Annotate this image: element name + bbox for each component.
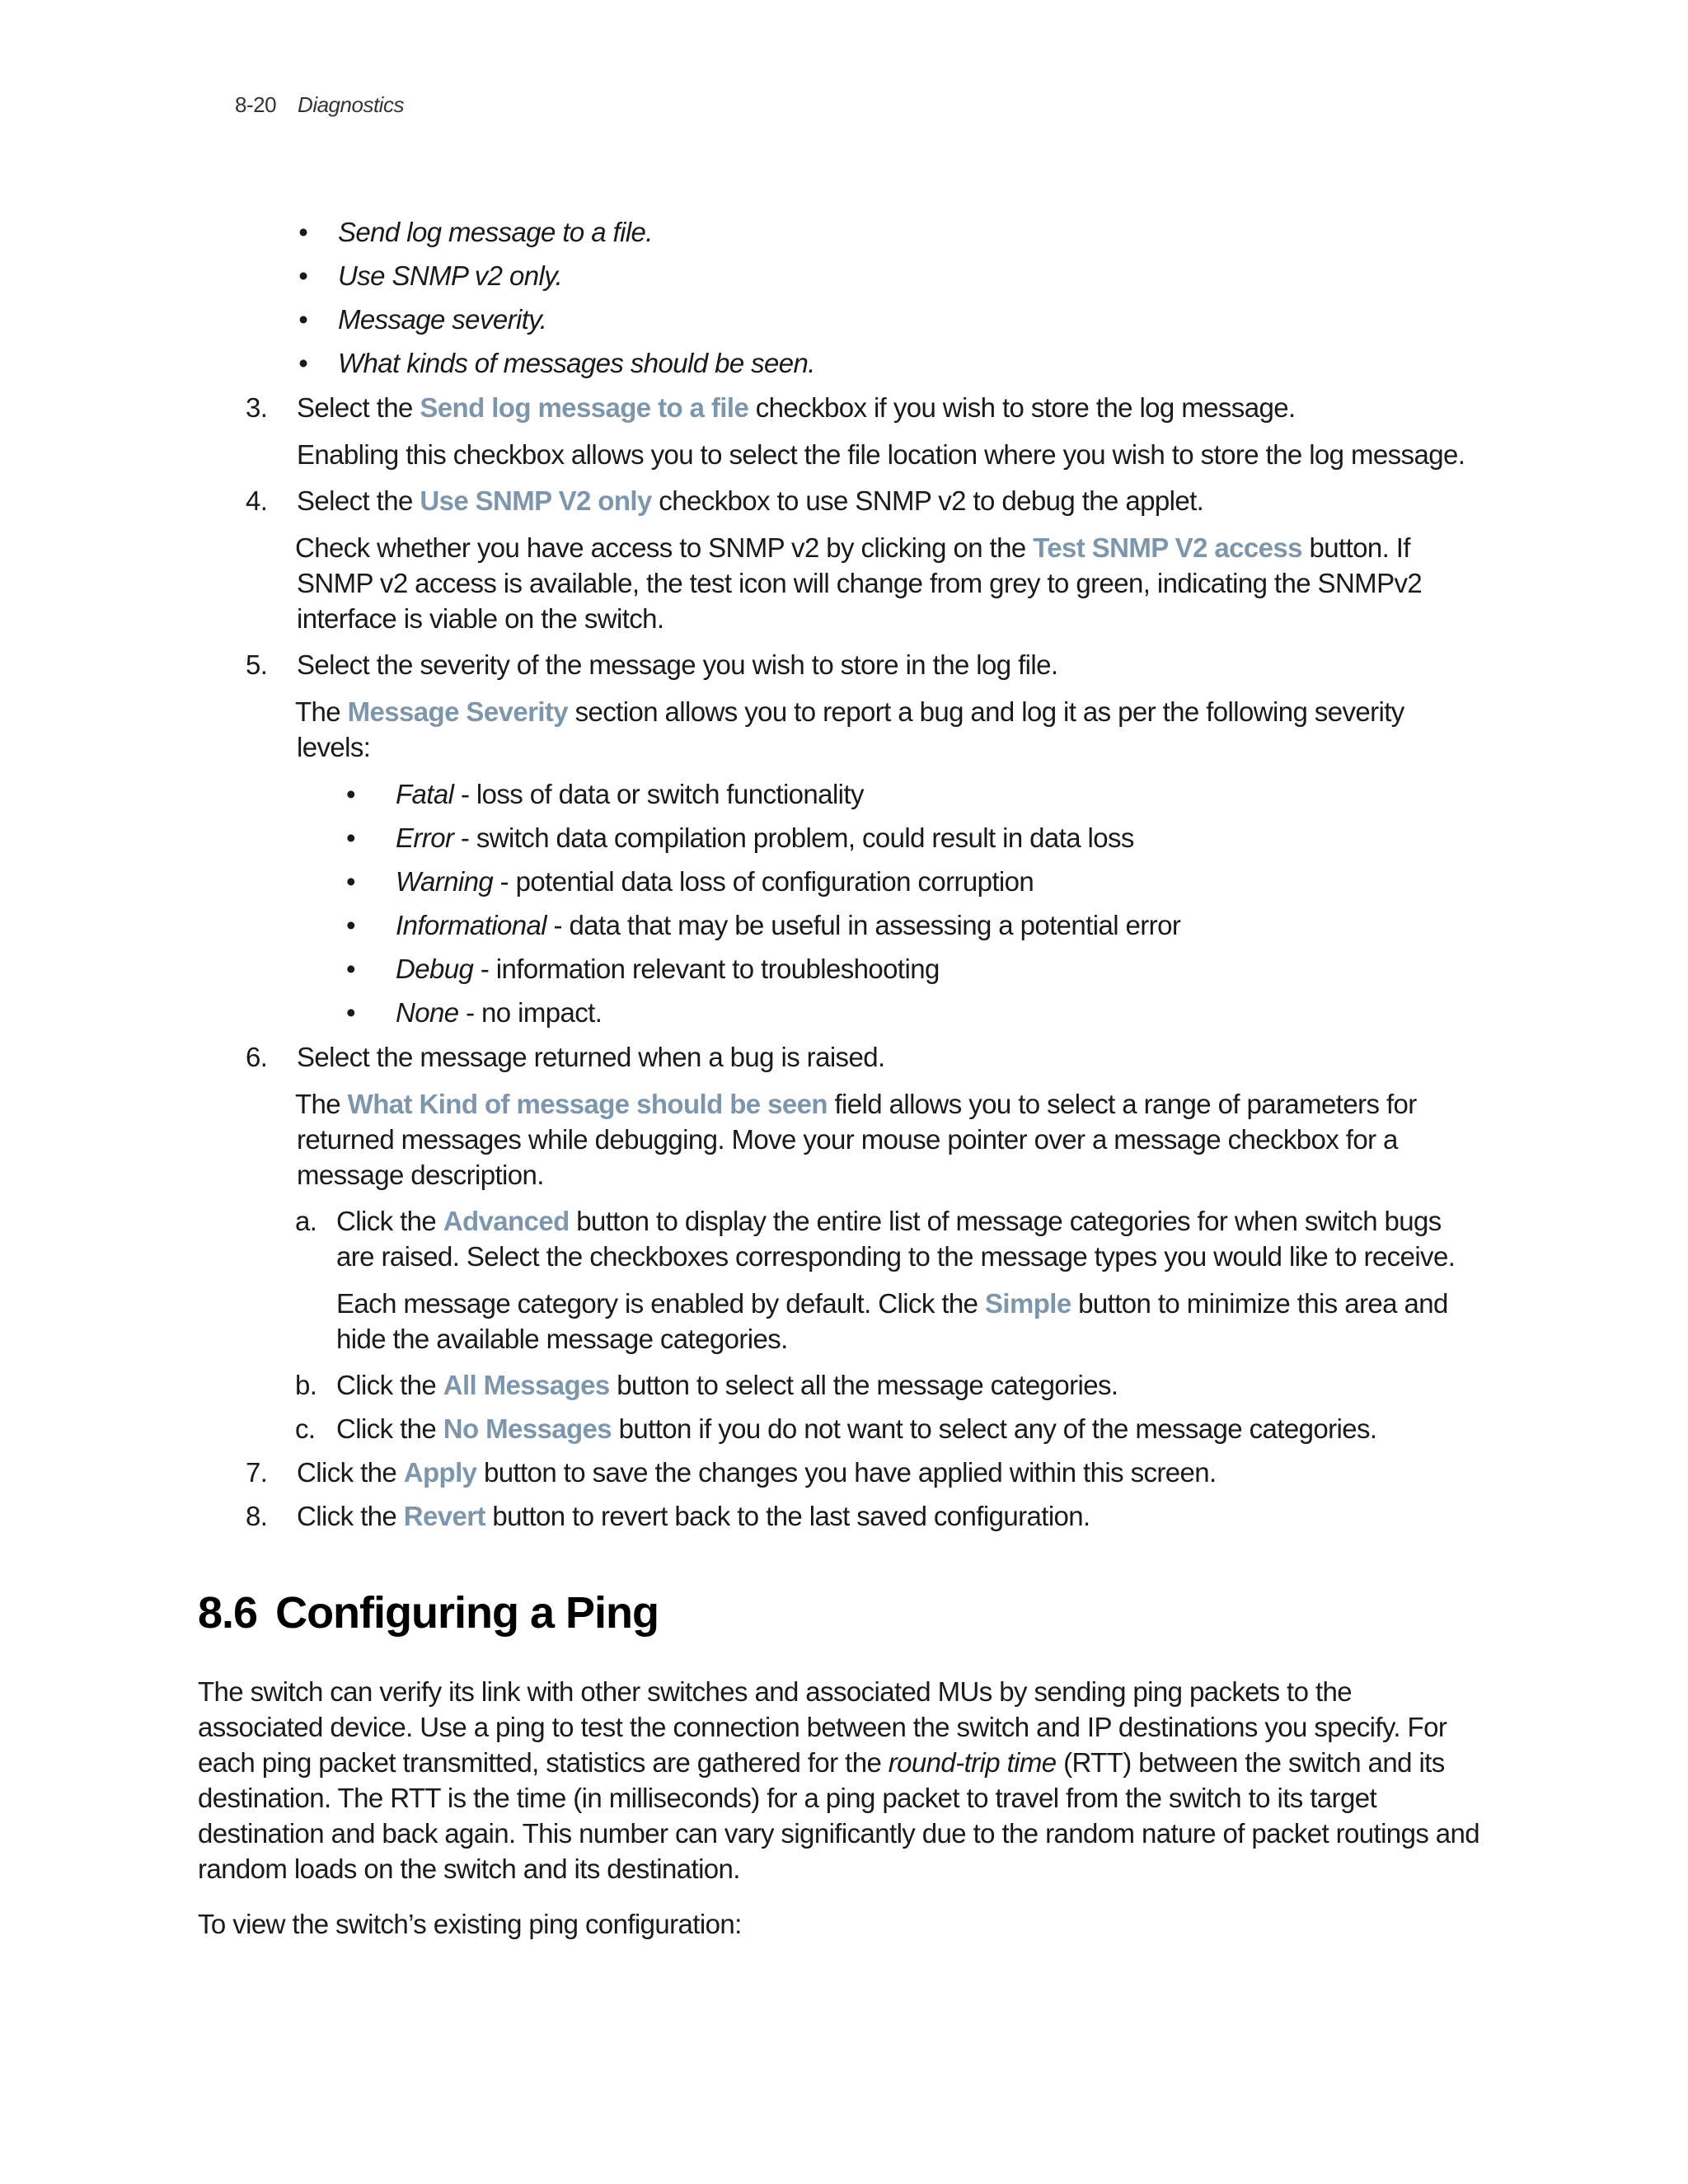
use-snmp-v2-ref: Use SNMP V2 only	[420, 485, 652, 516]
simple-ref: Simple	[984, 1288, 1071, 1319]
intro-line: The switch can verify its link with other switches and associated MUs by sending ping packets to the	[198, 1676, 1353, 1707]
step-5-note-line: The Message Severity section allows you to report a bug and log it as per the following severity	[295, 696, 1404, 727]
section-title: Configuring a Ping	[275, 1588, 659, 1638]
step-4-note-line: Check whether you have access to SNMP v2 by clicking on the Test SNMP V2 access button. If	[295, 532, 1410, 563]
apply-ref: Apply	[403, 1457, 477, 1488]
advanced-ref: Advanced	[443, 1206, 570, 1236]
section-number: 8.6	[198, 1588, 258, 1638]
step-4-note-line: SNMP v2 access is available, the test icon will change from grey to green, indicating the SNMPv2	[297, 568, 1423, 598]
intro-line: each ping packet transmitted, statistics are gathered for the round-trip time (RTT) between the switch and its	[198, 1747, 1445, 1778]
closing-line: To view the switch’s existing ping configuration:	[198, 1909, 742, 1939]
what-kind-ref: What Kind of message should be seen	[347, 1089, 828, 1119]
test-snmp-v2-ref: Test SNMP V2 access	[1033, 532, 1302, 563]
running-header	[235, 92, 404, 118]
revert-ref: Revert	[403, 1501, 485, 1531]
section-heading	[198, 1586, 659, 1639]
intro-line: destination. The RTT is the time (in milliseconds) for a ping packet to travel from the switch to its target	[198, 1783, 1377, 1813]
all-messages-ref: All Messages	[443, 1370, 610, 1400]
intro-line: associated device. Use a ping to test the connection between the switch and IP destinations you specify. For	[198, 1712, 1447, 1742]
intro-line: random loads on the switch and its destination.	[198, 1854, 740, 1884]
step-3-note: Enabling this checkbox allows you to select the file location where you wish to store the log message.	[297, 439, 1465, 470]
step-6-note-line: message description.	[297, 1160, 544, 1190]
step-5-note-line: levels:	[297, 732, 371, 762]
step-6-note-line: The What Kind of message should be seen field allows you to select a range of parameters for	[295, 1089, 1417, 1119]
running-section-name: Diagnostics	[298, 92, 404, 117]
step-4-note-line: interface is viable on the switch.	[297, 603, 664, 634]
step-6a-note-line: hide the available message categories.	[336, 1324, 788, 1354]
step-6-note-line: returned messages while debugging. Move your mouse pointer over a message checkbox for a	[297, 1124, 1398, 1155]
manual-page: 8-20 Diagnostics • Send log message to a file. • Use SNMP v2 only. • Message severity. • What kinds of messages should be seen. 3. Select the Send log message to a file checkbox if you wish to store the log message. Enabling this checkbox allows you to select the file location where you wish to store the log message. 4. Select the Use SNMP V2 only checkbox to use SNMP v2 to debug the applet. Check whether you have access to SNMP v2 by clicking on the Test SNMP V2 access button. If SNMP v2 access is available, the test icon will change from grey to green, indicating the SNMPv2 interface is viable on the switch. 5. Select the severity of the message you wish to store in the log file. The Message Severity section allows you to report a bug and log it as per the following severity levels: • Fatal - loss of data or switch functionality • Error - switch data compilation problem, could result in data loss • Warning - potential data loss of configuration corruption • Informational - data that may be useful in assessing a potential error • Debug - information relevant to troubleshooting • None - no impact. 6. Select the message returned when a bug is raised. The What Kind of message should be seen field allows you to select a range of parameters for returned messages while debugging. Move your mouse pointer over a message checkbox for a message description. a. Click the Advanced button to display the entire list of message categories for when switch bugs are raised. Select the checkboxes corresponding to the message types you would like to receive. Each message category is enabled by default. Click the Simple button to minimize this area and hide the available message categories. b. Click the All Messages button to select all the message categories. c. Click the No Messages button if you do not want to select any of the message categories. 7. Click the Apply button to save the changes you have applied within this screen. 8. Click the Revert button to revert back to the last saved configuration. 8.6 Configuring a Ping The switch can verify its link with other switches and associated MUs by sending ping packets to the associated device. Use a ping to test the connection between the switch and IP destinations you specify. For each ping packet transmitted, statistics are gathered for the round-trip time (RTT) between the switch and its destination. The RTT is the time (in milliseconds) for a ping packet to travel from the switch to its target destination and back again. This number can vary significantly due to the random nature of packet routings and random loads on the switch and its destination. To view the switch’s existing ping configuration:	[198, 92, 1480, 1939]
intro-line: destination and back again. This number can vary significantly due to the random nature of packet routings and	[198, 1818, 1480, 1849]
step-6a-note-line: Each message category is enabled by default. Click the Simple button to minimize this area and	[336, 1288, 1448, 1319]
page-number: 8-20	[235, 92, 277, 117]
step-6a-line: are raised. Select the checkboxes corresponding to the message types you would like to receive.	[336, 1241, 1456, 1272]
no-messages-ref: No Messages	[443, 1413, 612, 1444]
send-log-file-ref: Send log message to a file	[420, 392, 749, 423]
message-severity-ref: Message Severity	[347, 696, 569, 727]
